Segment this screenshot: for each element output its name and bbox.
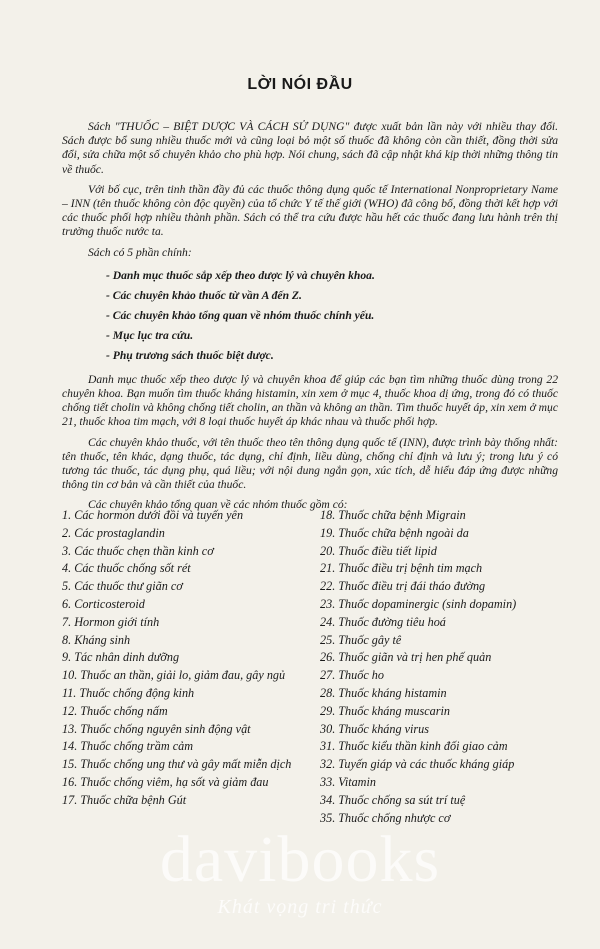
section-item: - Phụ trương sách thuốc biệt dược. <box>106 348 274 362</box>
list-item: 15. Thuốc chống ung thư và gây mất miễn dịch <box>62 757 292 772</box>
list-item: 21. Thuốc điều trị bệnh tim mạch <box>320 561 483 576</box>
list-item: 16. Thuốc chống viêm, hạ sốt và giảm đau <box>62 774 269 789</box>
preface-body <box>62 120 558 519</box>
list-item: 23. Thuốc dopaminergic (sinh dopamin) <box>320 596 517 611</box>
list-item: 25. Thuốc gây tê <box>320 632 402 647</box>
list-item: 29. Thuốc kháng muscarin <box>320 703 450 718</box>
list-item: 31. Thuốc kiểu thần kinh đối giao cảm <box>320 739 508 754</box>
section-item: - Danh mục thuốc sắp xếp theo dược lý và chuyên khoa. <box>106 268 375 282</box>
list-item: 11. Thuốc chống động kinh <box>62 685 195 700</box>
list-item: 10. Thuốc an thần, giải lo, giảm đau, gây ngủ <box>62 668 286 683</box>
list-item: 32. Tuyến giáp và các thuốc kháng giáp <box>320 757 515 772</box>
list-item: 5. Các thuốc thư giãn cơ <box>62 579 183 594</box>
paragraph-catalog: Danh mục thuốc xếp theo dược lý và chuyên khoa để giúp các bạn tìm những thuốc dùng trong 22 chuyên khoa. Bạn muốn tìm thuốc kháng histamin, xin xem ở mục 4, thuốc khoa dị ứng, trong đó có thuốc chống tiết cholin và không chống tiết cholin, an thần và không an thần. Tìm thuốc huyết áp, xin xem ở mục 21, thuốc khoa tim mạch, với 8 loại thuốc huyết áp khác nhau và thuốc phối hợp. <box>62 372 558 429</box>
list-item: 7. Hormon giới tính <box>62 614 160 629</box>
list-item: 9. Tác nhân dinh dưỡng <box>62 650 180 665</box>
list-item: 8. Kháng sinh <box>62 632 131 647</box>
list-item: 4. Các thuốc chống sốt rét <box>62 561 191 576</box>
paragraph-sections-heading: Sách có 5 phần chính: <box>88 245 192 259</box>
paragraph-groups-heading: Các chuyên khảo tổng quan về các nhóm thuốc gồm có: <box>88 498 348 512</box>
list-item: 24. Thuốc đường tiêu hoá <box>320 614 446 629</box>
list-item: 3. Các thuốc chẹn thần kinh cơ <box>62 543 214 558</box>
list-item: 26. Thuốc giãn và trị hen phế quản <box>320 650 492 665</box>
list-item: 20. Thuốc điều tiết lipid <box>320 543 437 558</box>
list-item: 19. Thuốc chữa bệnh ngoài da <box>320 525 469 540</box>
list-item: 13. Thuốc chống nguyên sinh động vật <box>62 721 251 736</box>
list-item: 18. Thuốc chữa bệnh Migrain <box>320 508 466 522</box>
paragraph-intro: Sách "THUỐC – BIỆT DƯỢC VÀ CÁCH SỬ DỤNG" được xuất bản lần này với nhiều thay đổi. Sách được bổ sung nhiều thuốc mới và cũng loại bỏ một số thuốc đã không còn cần thiết, đồng thời sửa đổi, sửa chữa một số chuyên khảo cho phù hợp. Nói chung, sách đã cập nhật khá kịp thời những thông tin về thuốc. <box>62 120 558 176</box>
section-item: - Mục lục tra cứu. <box>106 328 194 342</box>
list-item: 33. Vitamin <box>320 774 376 789</box>
drug-groups-right-column <box>320 507 560 827</box>
list-item: 28. Thuốc kháng histamin <box>320 685 447 700</box>
list-item: 17. Thuốc chữa bệnh Gút <box>62 792 187 807</box>
list-item: 30. Thuốc kháng virus <box>320 721 430 736</box>
watermark-brand: davibooks <box>159 823 441 896</box>
list-item: 14. Thuốc chống trầm cảm <box>62 739 194 754</box>
list-item: 1. Các hormon dưới đồi và tuyến yên <box>62 508 244 522</box>
list-item: 34. Thuốc chống sa sút trí tuệ <box>320 792 466 807</box>
section-item: - Các chuyên khảo thuốc từ vần A đến Z. <box>106 288 302 302</box>
page-title: LỜI NÓI ĐẦU <box>247 76 353 93</box>
list-item: 6. Corticosteroid <box>62 596 145 611</box>
drug-groups-left-column <box>62 507 312 810</box>
list-item: 12. Thuốc chống nấm <box>62 703 168 718</box>
sections-list <box>62 266 558 366</box>
list-item: 27. Thuốc ho <box>320 668 384 683</box>
watermark-tagline: Khát vọng tri thức <box>217 896 383 918</box>
list-item: 22. Thuốc điều trị đái tháo đường <box>320 579 486 594</box>
paragraph-monographs: Các chuyên khảo thuốc, với tên thuốc theo tên thông dụng quốc tế (INN), được trình bày thống nhất: tên thuốc, tên khác, dạng thuốc, tác dụng, chỉ định, liều dùng, chống chỉ định và lưu ý; trong lưu ý có tương tác thuốc, tác dụng phụ, quá liều; với nội dung ngắn gọn, xúc tích, dễ hiểu đáp ứng được những thông tin cơ bản và cần thiết của thuốc. <box>62 435 558 492</box>
section-item: - Các chuyên khảo tổng quan về nhóm thuốc chính yếu. <box>106 308 375 322</box>
paragraph-layout: Với bố cục, trên tinh thần đầy đủ các thuốc thông dụng quốc tế International Nonproprietary Name – INN (tên thuốc không còn độc quyền) của tổ chức Y tế thế giới (WHO) đã công bố, đồng thời kết hợp với các thuốc phối hợp nhiều thành phần. Sách có thể tra cứu được hầu hết các thuốc đang lưu hành trên thị trường thuốc nước ta. <box>62 182 558 239</box>
list-item: 35. Thuốc chống nhược cơ <box>320 810 451 825</box>
list-item: 2. Các prostaglandin <box>62 525 165 540</box>
